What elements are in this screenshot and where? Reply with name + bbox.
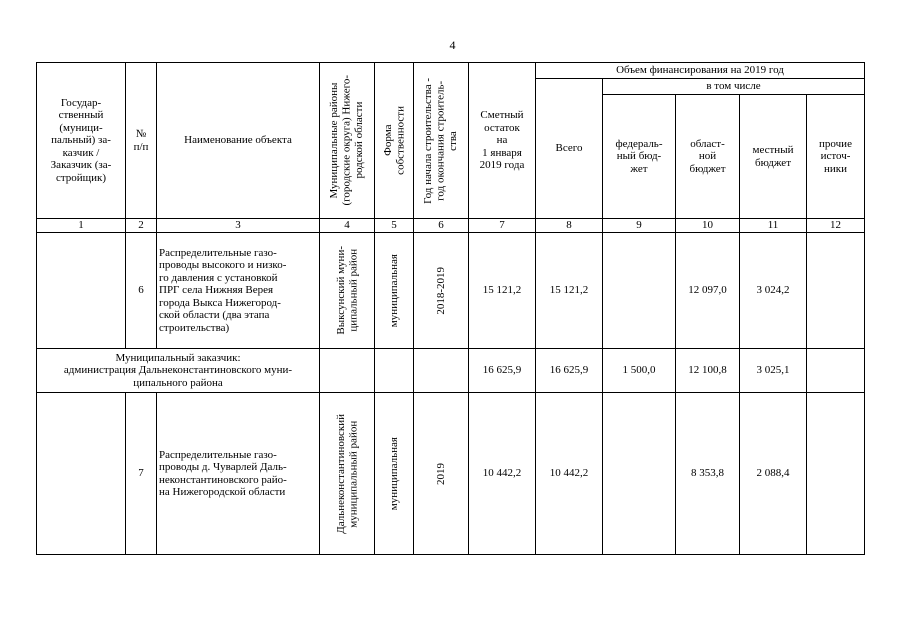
column-number: 2 [126, 219, 157, 233]
header-years [414, 63, 469, 219]
row7-customer [37, 393, 126, 555]
row6-estimate: 15 121,2 [469, 233, 536, 349]
table-row-7 [37, 393, 865, 555]
row7-federal [603, 393, 676, 555]
customer-row-other [807, 349, 865, 393]
column-number-row [37, 219, 865, 233]
row7-total: 10 442,2 [536, 393, 603, 555]
column-number: 6 [414, 219, 469, 233]
column-number: 7 [469, 219, 536, 233]
row6-years-text: 2018-2019 [434, 266, 447, 315]
column-number: 9 [603, 219, 676, 233]
header-districts [320, 63, 375, 219]
row6-customer [37, 233, 126, 349]
customer-row-federal: 1 500,0 [603, 349, 676, 393]
customer-row-label: Муниципальный заказчик: администрация Дальнеконстантиновского муни- ципального района [37, 349, 320, 393]
row6-ownership-text: муниципальная [387, 253, 400, 328]
row6-ownership [375, 233, 414, 349]
row7-regional: 8 353,8 [676, 393, 740, 555]
column-number: 1 [37, 219, 126, 233]
column-number: 12 [807, 219, 865, 233]
row7-ownership-text: муниципальная [387, 436, 400, 511]
header-federal: федераль- ный бюд- жет [603, 95, 676, 219]
header-estimate: Сметный остаток на 1 января 2019 года [469, 63, 536, 219]
row7-years [414, 393, 469, 555]
header-ownership [375, 63, 414, 219]
customer-row-total: 16 625,9 [536, 349, 603, 393]
row6-regional: 12 097,0 [676, 233, 740, 349]
row7-years-text: 2019 [434, 462, 447, 485]
row6-district [320, 233, 375, 349]
column-number: 3 [157, 219, 320, 233]
row6-other [807, 233, 865, 349]
customer-row-local: 3 025,1 [740, 349, 807, 393]
column-number: 5 [375, 219, 414, 233]
header-including: в том числе [603, 79, 865, 95]
header-customer: Государ- ственный (муници- пальный) за- казчик / Заказчик (за- стройщик) [37, 63, 126, 219]
row6-num: 6 [126, 233, 157, 349]
header-other: прочие источ- ники [807, 95, 865, 219]
header-row-1 [37, 63, 865, 79]
row7-local: 2 088,4 [740, 393, 807, 555]
header-object-name: Наименование объекта [157, 63, 320, 219]
row6-district-text: Выксунский муни- ципальный район [334, 246, 359, 335]
funding-table [36, 62, 865, 555]
row7-estimate: 10 442,2 [469, 393, 536, 555]
row7-district-text: Дальнеконстантиновский муниципальный район [334, 413, 359, 534]
header-regional: област- ной бюджет [676, 95, 740, 219]
row7-ownership [375, 393, 414, 555]
row7-name: Распределительные газо- проводы д. Чуварлей Даль- неконстантиновского райо- на Нижегородской области [157, 393, 320, 555]
row6-years [414, 233, 469, 349]
column-number: 11 [740, 219, 807, 233]
row6-local: 3 024,2 [740, 233, 807, 349]
customer-row-empty [375, 349, 414, 393]
row6-total: 15 121,2 [536, 233, 603, 349]
row6-name: Распределительные газо- проводы высокого и низко- го давления с установкой ПРГ села Нижняя Верея города Выкса Нижегород- ской области (два этапа строительства) [157, 233, 320, 349]
row7-other [807, 393, 865, 555]
row7-district [320, 393, 375, 555]
row7-num: 7 [126, 393, 157, 555]
customer-row-empty [414, 349, 469, 393]
column-number: 10 [676, 219, 740, 233]
customer-summary-row [37, 349, 865, 393]
header-years-text: Год начала строительства - год окончания строитель- ства [422, 77, 460, 204]
header-total: Всего [536, 79, 603, 219]
column-number: 8 [536, 219, 603, 233]
column-number: 4 [320, 219, 375, 233]
customer-row-empty [320, 349, 375, 393]
customer-row-regional: 12 100,8 [676, 349, 740, 393]
header-districts-text: Муниципальные районы (городские округа) Нижего- родской области [328, 75, 366, 206]
header-funding: Объем финансирования на 2019 год [536, 63, 865, 79]
row6-federal [603, 233, 676, 349]
page-number: 4 [449, 38, 456, 52]
table-row-6 [37, 233, 865, 349]
customer-row-estimate: 16 625,9 [469, 349, 536, 393]
header-num: № п/п [126, 63, 157, 219]
header-ownership-text: Форма собственности [381, 106, 406, 175]
header-local: местный бюджет [740, 95, 807, 219]
